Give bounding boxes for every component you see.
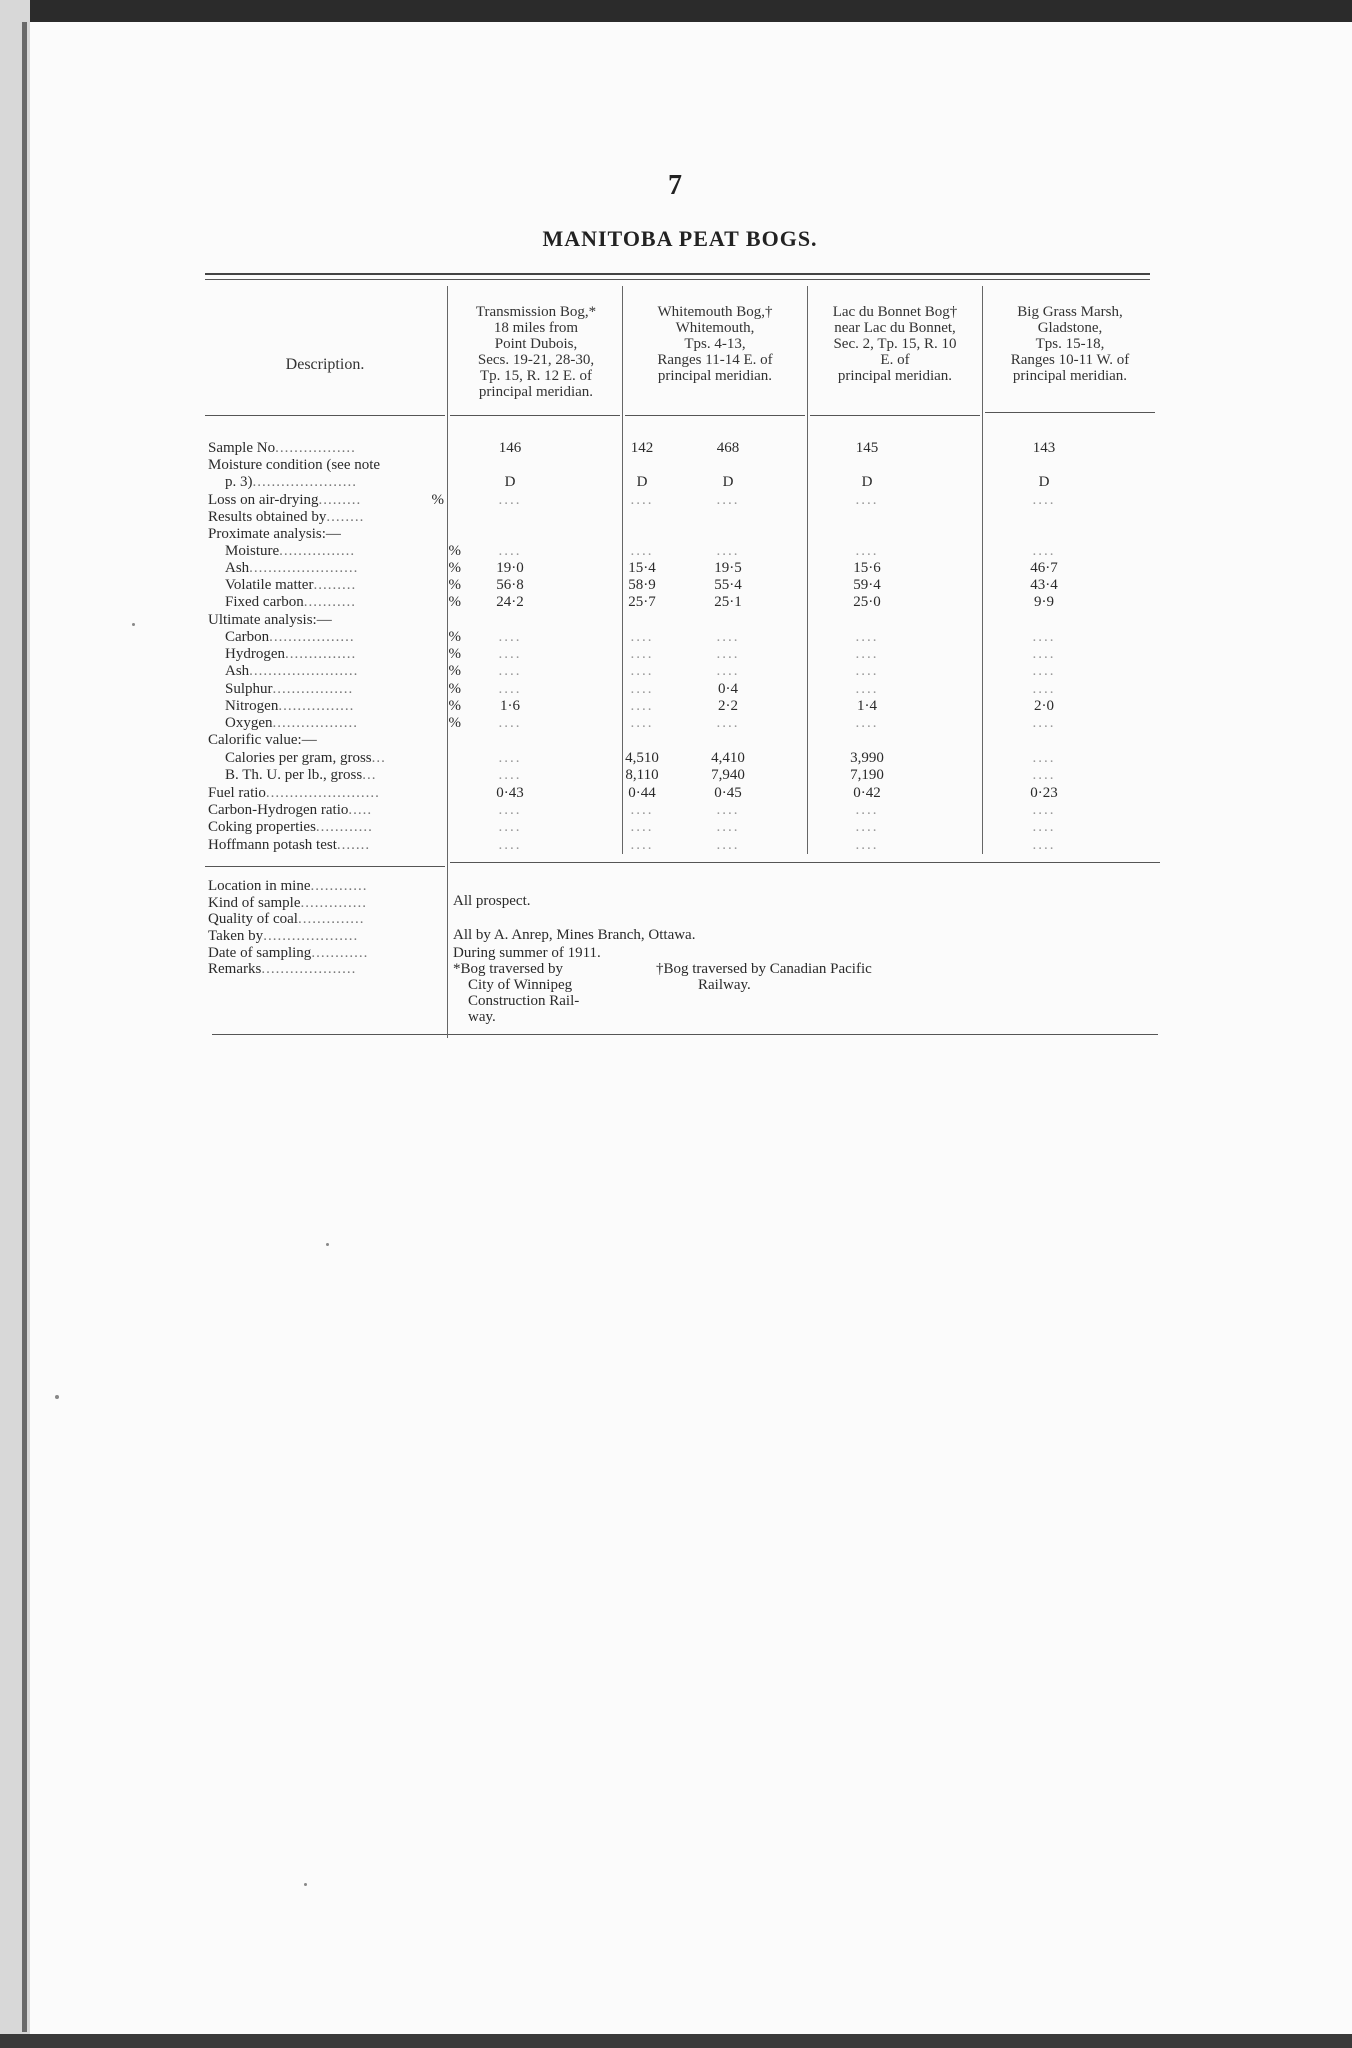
table-cell: 0·43 [496,785,524,801]
row-label: Hoffmann potash test....... [208,837,371,853]
column-divider [982,286,983,854]
lower-row-label: Taken by.................... [208,928,359,944]
table-cell: .... [630,802,654,818]
header-bottom-rule [810,415,980,416]
table-cell: .... [716,802,740,818]
table-cell: 56·8 [496,577,524,593]
table-cell: .... [1032,629,1056,645]
table-cell: 25·7 [628,594,656,610]
table-cell: .... [855,837,879,853]
table-cell: .... [498,715,522,731]
table-cell: .... [630,543,654,559]
page-title: MANITOBA PEAT BOGS. [542,226,818,251]
row-label: B. Th. U. per lb., gross... [225,767,377,783]
scan-speck [132,623,135,626]
table-cell: 8,110 [625,767,659,783]
row-label: Carbon-Hydrogen ratio..... [208,802,373,818]
table-cell: .... [1032,767,1056,783]
table-cell: .... [630,646,654,662]
table-cell: 24·2 [496,594,524,610]
table-cell: 143 [1032,440,1056,456]
table-cell: .... [498,629,522,645]
table-cell: 1·4 [857,698,877,714]
lower-row-label: Quality of coal.............. [208,911,365,927]
table-cell: .... [498,819,522,835]
table-cell: 25·0 [853,594,881,610]
table-cell: .... [855,492,879,508]
table-cell: 2·2 [718,698,738,714]
scan-speck [326,1243,329,1246]
table-cell: .... [498,663,522,679]
table-cell: 146 [498,440,522,456]
table-cell: 58·9 [628,577,656,593]
table-cell: D [722,474,734,490]
table-cell: .... [498,837,522,853]
row-label: Results obtained by........ [208,509,365,525]
table-cell: .... [855,802,879,818]
table-cell: 46·7 [1030,560,1058,576]
table-cell: .... [630,492,654,508]
row-label: Proximate analysis:— [208,526,341,542]
header-bottom-rule [450,415,620,416]
row-label: Ultimate analysis:— [208,612,332,628]
table-cell: .... [716,663,740,679]
table-cell: .... [498,543,522,559]
lower-section-rule [205,866,445,867]
table-cell: D [1038,474,1050,490]
scan-bottom-border [0,2034,1352,2048]
column-header-big-grass-marsh: Big Grass Marsh, Gladstone, Tps. 15-18, Ranges 10-11 W. of principal meridian. [1010,304,1130,384]
table-cell: .... [630,629,654,645]
row-label: Nitrogen................ % [225,698,461,714]
table-cell: .... [630,837,654,853]
column-header-transmission-bog: Transmission Bog,* 18 miles from Point Dubois, Secs. 19-21, 28-30, Tp. 15, R. 12 E. of principal meridian. [475,304,597,400]
table-cell: .... [630,819,654,835]
column-header-whitemouth-bog: Whitemouth Bog,† Whitemouth, Tps. 4-13, Ranges 11-14 E. of principal meridian. [657,304,773,384]
taken-by-note: All by A. Anrep, Mines Branch, Ottawa. [453,927,696,943]
row-label: Fuel ratio........................ [208,785,380,801]
table-cell: 4,510 [625,750,659,766]
table-cell: .... [716,646,740,662]
table-cell: 7,940 [711,767,745,783]
table-cell: .... [1032,646,1056,662]
date-note: During summer of 1911. [453,945,601,961]
scan-speck [304,1883,307,1886]
scan-speck [55,1395,59,1399]
table-cell: 19·0 [496,560,524,576]
table-cell: 15·4 [628,560,656,576]
row-label: Oxygen.................. % [225,715,461,731]
table-cell: 3,990 [850,750,884,766]
row-label: Ash....................... % [225,663,461,679]
table-cell: .... [498,492,522,508]
table-cell: .... [1032,819,1056,835]
table-cell: .... [855,819,879,835]
row-label: Moisture................ % [225,543,461,559]
table-top-rule-2 [205,279,1150,280]
row-label: Coking properties............ [208,819,373,835]
table-cell: 0·44 [628,785,656,801]
table-cell: .... [630,681,654,697]
table-cell: .... [1032,837,1056,853]
table-cell: 142 [630,440,654,456]
table-cell: 7,190 [850,767,884,783]
table-bottom-rule [212,1034,1158,1035]
table-cell: .... [498,802,522,818]
row-label: Moisture condition (see note [208,457,381,473]
table-cell: 55·4 [714,577,742,593]
table-cell: .... [716,837,740,853]
page-number: 7 [668,170,682,201]
table-cell: .... [630,698,654,714]
table-cell: 0·42 [853,785,881,801]
table-cell: .... [498,750,522,766]
row-label: p. 3)...................... [225,474,357,490]
table-cell: .... [716,715,740,731]
table-cell: .... [716,819,740,835]
row-label: Carbon.................. % [225,629,461,645]
table-cell: 0·45 [714,785,742,801]
table-cell: 468 [716,440,740,456]
table-cell: .... [716,543,740,559]
table-cell: .... [855,663,879,679]
table-cell: .... [1032,681,1056,697]
kind-of-sample-note: All prospect. [453,893,531,909]
table-cell: .... [855,543,879,559]
row-label: Hydrogen............... % [225,646,461,662]
lower-row-label: Remarks.................... [208,961,357,977]
table-cell: .... [716,492,740,508]
row-label: Volatile matter......... % [225,577,461,593]
row-label: Loss on air-drying......... % [208,492,444,508]
table-cell: D [861,474,873,490]
header-bottom-rule [625,415,805,416]
table-cell: .... [1032,750,1056,766]
remark-star-note: *Bog traversed by City of Winnipeg Construction Rail- way. [453,961,580,1025]
table-cell: 19·5 [714,560,742,576]
table-cell: .... [1032,492,1056,508]
row-label: Sample No................. [208,440,356,456]
table-cell: .... [498,681,522,697]
table-cell: .... [498,646,522,662]
table-cell: 0·4 [718,681,738,697]
table-cell: D [504,474,516,490]
scan-top-border [0,0,1352,22]
table-cell: .... [1032,802,1056,818]
table-cell: 2·0 [1034,698,1054,714]
row-label: Calorific value:— [208,732,317,748]
row-label: Fixed carbon........... % [225,594,461,610]
table-cell: .... [630,663,654,679]
table-cell: .... [716,629,740,645]
table-cell: 145 [855,440,879,456]
row-label: Calories per gram, gross... [225,750,386,766]
table-cell: .... [855,646,879,662]
table-cell: 59·4 [853,577,881,593]
lower-row-label: Date of sampling............ [208,945,369,961]
table-cell: .... [855,715,879,731]
table-cell: .... [1032,663,1056,679]
table-cell: .... [855,681,879,697]
table-cell: 9·9 [1034,594,1054,610]
table-cell: .... [630,715,654,731]
table-cell: .... [498,767,522,783]
row-label: Ash....................... % [225,560,461,576]
table-cell: .... [855,629,879,645]
header-bottom-rule [985,412,1155,413]
table-cell: D [636,474,648,490]
column-header-lac-du-bonnet-bog: Lac du Bonnet Bog† near Lac du Bonnet, Sec. 2, Tp. 15, R. 10 E. of principal meridian. [832,304,958,384]
table-cell: .... [1032,543,1056,559]
header-bottom-rule [205,415,445,416]
lower-section-rule [450,862,1160,863]
table-cell: 15·6 [853,560,881,576]
table-cell: 43·4 [1030,577,1058,593]
lower-row-label: Location in mine............ [208,878,368,894]
row-label: Sulphur................. % [225,681,461,697]
remark-dagger-note: †Bog traversed by Canadian Pacific Railway. [656,961,872,993]
table-cell: 4,410 [711,750,745,766]
table-cell: 25·1 [714,594,742,610]
scan-binding-edge [22,22,27,2032]
table-cell: 0·23 [1030,785,1058,801]
lower-row-label: Kind of sample.............. [208,895,367,911]
table-top-rule [205,273,1150,275]
table-cell: .... [1032,715,1056,731]
description-header: Description. [285,356,365,373]
table-cell: 1·6 [500,698,520,714]
